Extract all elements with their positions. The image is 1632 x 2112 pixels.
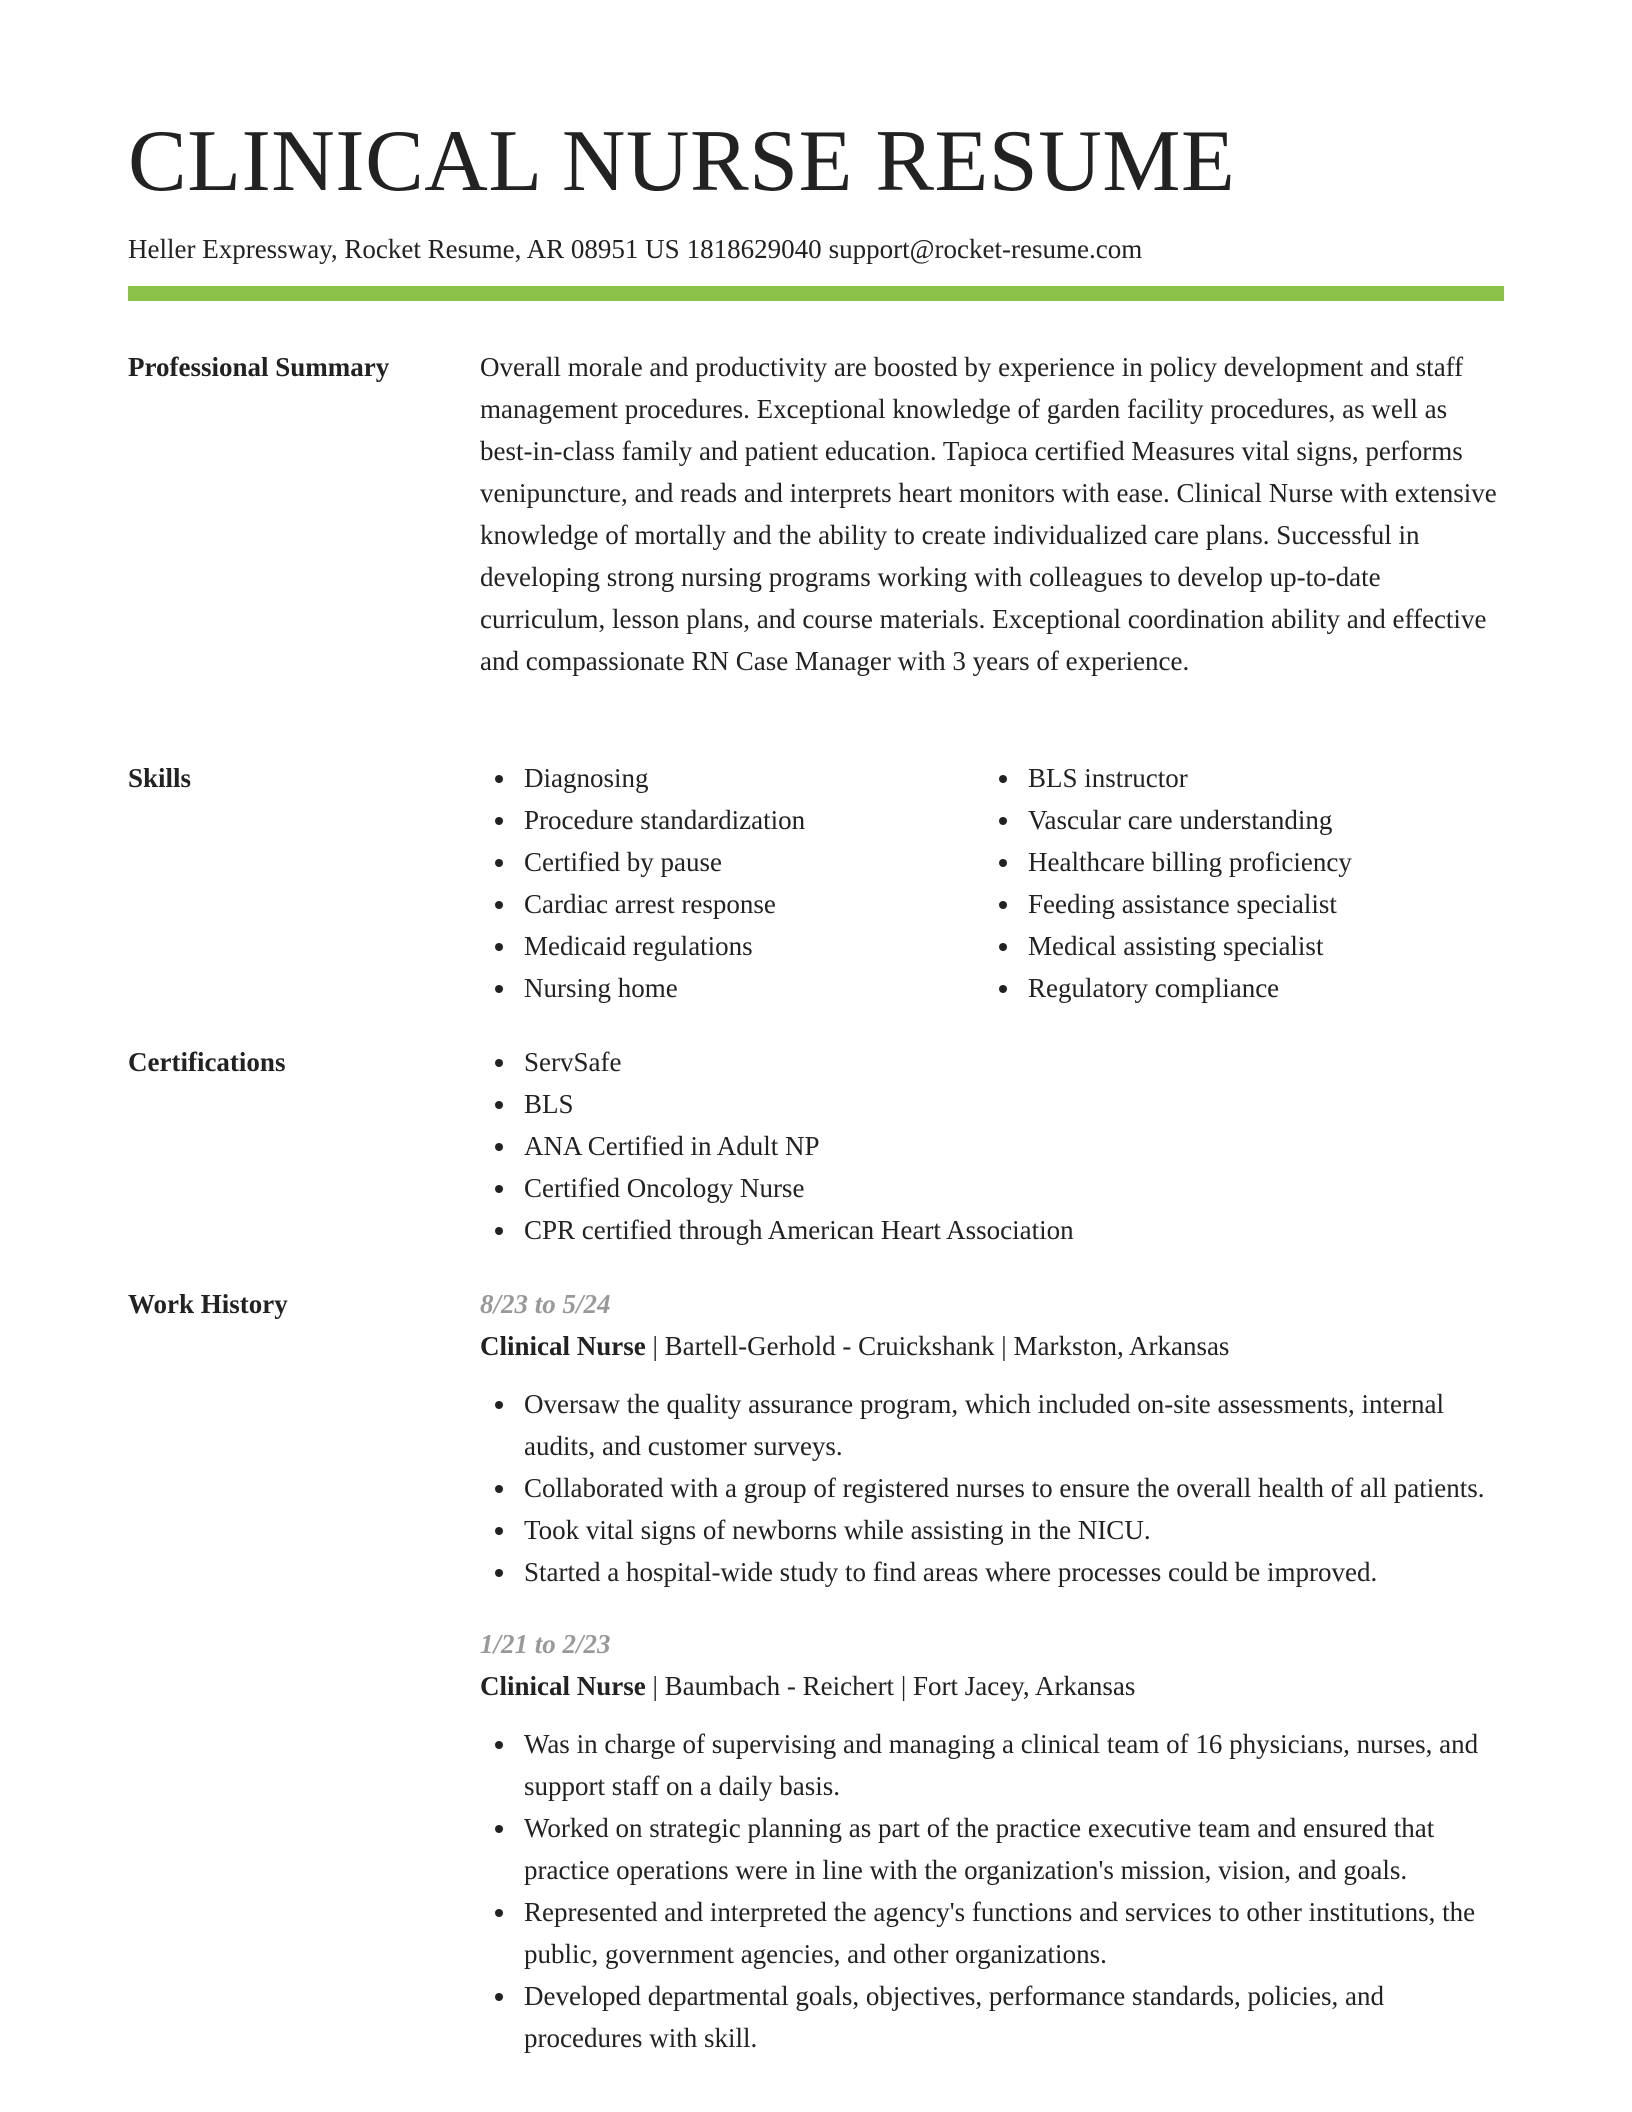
certifications-heading: Certifications xyxy=(128,1047,286,1077)
job-bullet: Oversaw the quality assurance program, which included on-site assessments, internal audits, and customer surveys. xyxy=(480,1383,1504,1467)
job-bullet: Represented and interpreted the agency's functions and services to other institutions, the public, government agencies, and other organizations. xyxy=(480,1891,1504,1975)
job-dates: 1/21 to 2/23 xyxy=(480,1629,611,1659)
certifications-list xyxy=(480,1041,1504,1251)
job-bullet: Took vital signs of newborns while assisting in the NICU. xyxy=(480,1509,1504,1551)
certification-item: ServSafe xyxy=(480,1041,1504,1083)
certification-item: CPR certified through American Heart Association xyxy=(480,1209,1504,1251)
skills-list-right xyxy=(984,757,1488,1009)
resume-title: CLINICAL NURSE RESUME xyxy=(128,113,1236,210)
skill-item: BLS instructor xyxy=(984,757,1488,799)
job-bullet: Was in charge of supervising and managing a clinical team of 16 physicians, nurses, and support staff on a daily basis. xyxy=(480,1723,1504,1807)
job-bullet: Started a hospital-wide study to find areas where processes could be improved. xyxy=(480,1551,1504,1593)
contact-line xyxy=(128,232,1142,266)
job-dates: 8/23 to 5/24 xyxy=(480,1289,611,1319)
summary-text: Overall morale and productivity are boosted by experience in policy development and staff management procedures. Exceptional knowledge of garden facility procedures, as well as best-in-class family and patient education. Tapioca certified Measures vital signs, performs venipuncture, and reads and interprets heart monitors with ease. Clinical Nurse with extensive knowledge of mortally and the ability to create individualized care plans. Successful in developing strong nursing programs working with colleagues to develop up-to-date curriculum, lesson plans, and course materials. Exceptional coordination ability and effective and compassionate RN Case Manager with 3 years of experience. xyxy=(480,352,1497,676)
work-history-heading: Work History xyxy=(128,1289,288,1319)
skill-item: Diagnosing xyxy=(480,757,984,799)
job-entry xyxy=(480,1623,1504,2059)
job-details: | Baumbach - Reichert | Fort Jacey, Arkansas xyxy=(645,1671,1136,1701)
skill-item: Medical assisting specialist xyxy=(984,925,1488,967)
skill-item: Vascular care understanding xyxy=(984,799,1488,841)
job-title: Clinical Nurse xyxy=(480,1331,646,1361)
contact-address: Heller Expressway, Rocket Resume, AR 08951 US xyxy=(128,234,680,264)
job-title: Clinical Nurse xyxy=(480,1671,646,1701)
skills-heading: Skills xyxy=(128,763,192,793)
job-bullet: Collaborated with a group of registered nurses to ensure the overall health of all patients. xyxy=(480,1467,1504,1509)
job-entry xyxy=(480,1283,1504,1593)
skill-item: Healthcare billing proficiency xyxy=(984,841,1488,883)
certification-item: ANA Certified in Adult NP xyxy=(480,1125,1504,1167)
summary-heading: Professional Summary xyxy=(128,352,390,382)
skill-item: Medicaid regulations xyxy=(480,925,984,967)
skills-list-left xyxy=(480,757,984,1009)
certification-item: BLS xyxy=(480,1083,1504,1125)
certification-item: Certified Oncology Nurse xyxy=(480,1167,1504,1209)
job-header xyxy=(480,1325,1504,1367)
skill-item: Feeding assistance specialist xyxy=(984,883,1488,925)
job-details: | Bartell-Gerhold - Cruickshank | Markston, Arkansas xyxy=(645,1331,1230,1361)
contact-phone: 1818629040 xyxy=(686,234,822,264)
skill-item: Nursing home xyxy=(480,967,984,1009)
job-bullet: Developed departmental goals, objectives, performance standards, policies, and procedures with skill. xyxy=(480,1975,1504,2059)
skill-item: Certified by pause xyxy=(480,841,984,883)
skill-item: Cardiac arrest response xyxy=(480,883,984,925)
job-bullets xyxy=(480,1723,1504,2059)
skill-item: Regulatory compliance xyxy=(984,967,1488,1009)
job-bullets xyxy=(480,1383,1504,1593)
job-bullet: Worked on strategic planning as part of the practice executive team and ensured that practice operations were in line with the organization's mission, vision, and goals. xyxy=(480,1807,1504,1891)
header-divider xyxy=(128,286,1504,301)
job-header xyxy=(480,1665,1504,1707)
skill-item: Procedure standardization xyxy=(480,799,984,841)
contact-email: support@rocket-resume.com xyxy=(828,234,1143,264)
